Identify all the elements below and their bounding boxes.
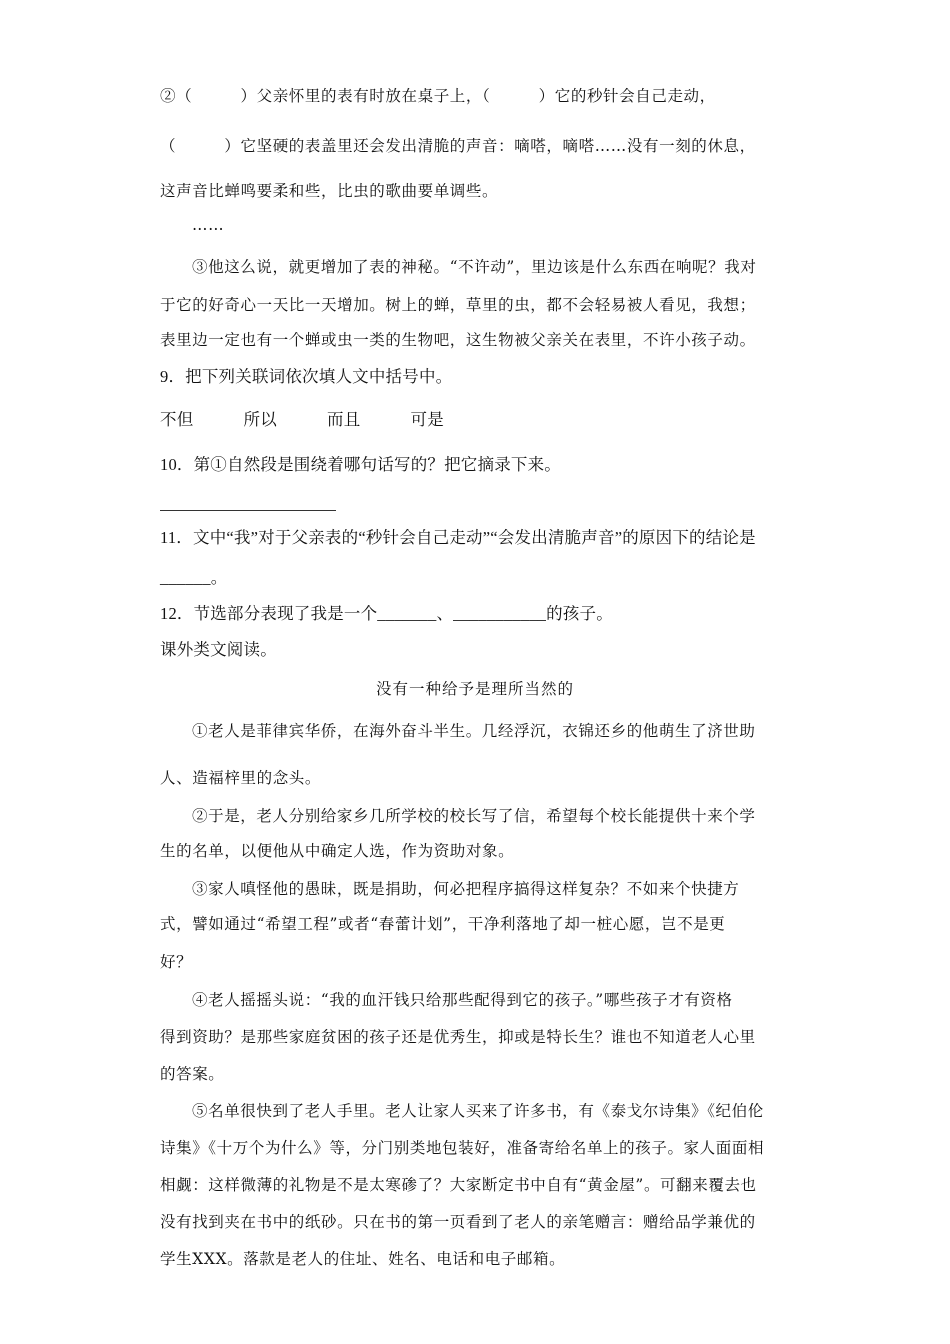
- article-line: ①老人是菲律宾华侨，在海外奋斗半生。几经浮沉，衣锦还乡的他萌生了济世助: [192, 722, 756, 740]
- article-title: 没有一种给予是理所当然的: [376, 680, 575, 698]
- article-line: ⑤名单很快到了老人手里。老人让家人买来了许多书，有《泰戈尔诗集》《纪伯伦: [192, 1102, 764, 1120]
- passage-line: 于它的好奇心一天比一天增加。树上的蝉，草里的虫，都不会轻易被人看见，我想；: [160, 296, 756, 314]
- article-line: 学生XXX。落款是老人的住址、姓名、电话和电子邮箱。: [160, 1250, 566, 1268]
- question-10: 10．第①自然段是围绕着哪句话写的？把它摘录下来。: [160, 455, 561, 474]
- passage-line: 这声音比蝉鸣要柔和些，比虫的歌曲要单调些。: [160, 182, 499, 200]
- question-11: 11．文中“我”对于父亲表的“秒针会自己走动”“会发出清脆声音”的原因下的结论是: [160, 528, 756, 547]
- article-line: 好？: [160, 953, 193, 971]
- article-line: 没有找到夹在书中的纸砂。只在书的第一页看到了老人的亲笔赠言：赠给品学兼优的: [160, 1213, 756, 1231]
- question-11-blank: ______。: [160, 568, 228, 587]
- question-9: 9．把下列关联词依次填人文中括号中。: [160, 367, 453, 386]
- article-line: ③家人嗔怪他的愚昧，既是捐助，何必把程序搞得这样复杂？不如来个快捷方: [192, 880, 740, 898]
- article-line: 生的名单，以便他从中确定人选，作为资助对象。: [160, 842, 515, 860]
- article-line: 式，譬如通过“希望工程”或者“春蕾计划”，干净利落地了却一桩心愿，岂不是更: [160, 915, 726, 933]
- passage-line: ③他这么说，就更增加了表的神秘。“不许动”，里边该是什么东西在响呢？我对: [192, 258, 757, 276]
- article-line: 人、造福梓里的念头。: [160, 769, 322, 787]
- section-heading: 课外类文阅读。: [160, 640, 277, 659]
- question-9-options: 不但 所以 而且 可是: [160, 410, 444, 429]
- article-line: 相觑：这样微薄的礼物是不是太寒碜了？大家断定书中自有“黄金屋”。可翻来覆去也: [160, 1176, 757, 1194]
- passage-line: （ ）它坚硬的表盖里还会发出清脆的声音：嘀嗒，嘀嗒……没有一刻的休息，: [160, 137, 756, 155]
- question-12: 12．节选部分表现了我是一个_______、___________的孩子。: [160, 604, 613, 623]
- article-line: 得到资助？是那些家庭贫困的孩子还是优秀生，抑或是特长生？谁也不知道老人心里: [160, 1028, 756, 1046]
- article-line: 诗集》《十万个为什么》等，分门别类地包装好，准备寄给名单上的孩子。家人面面相: [160, 1139, 765, 1157]
- answer-line: [160, 510, 336, 511]
- passage-line: ②（ ）父亲怀里的表有时放在桌子上，（ ）它的秒针会自己走动，: [160, 87, 716, 105]
- article-line: 的答案。: [160, 1065, 225, 1083]
- passage-ellipsis: ……: [192, 216, 225, 234]
- passage-line: 表里边一定也有一个蝉或虫一类的生物吧，这生物被父亲关在表里，不许小孩子动。: [160, 331, 756, 349]
- article-line: ②于是，老人分别给家乡几所学校的校长写了信，希望每个校长能提供十来个学: [192, 807, 756, 825]
- article-line: ④老人摇摇头说：“我的血汗钱只给那些配得到它的孩子。”哪些孩子才有资格: [192, 991, 733, 1009]
